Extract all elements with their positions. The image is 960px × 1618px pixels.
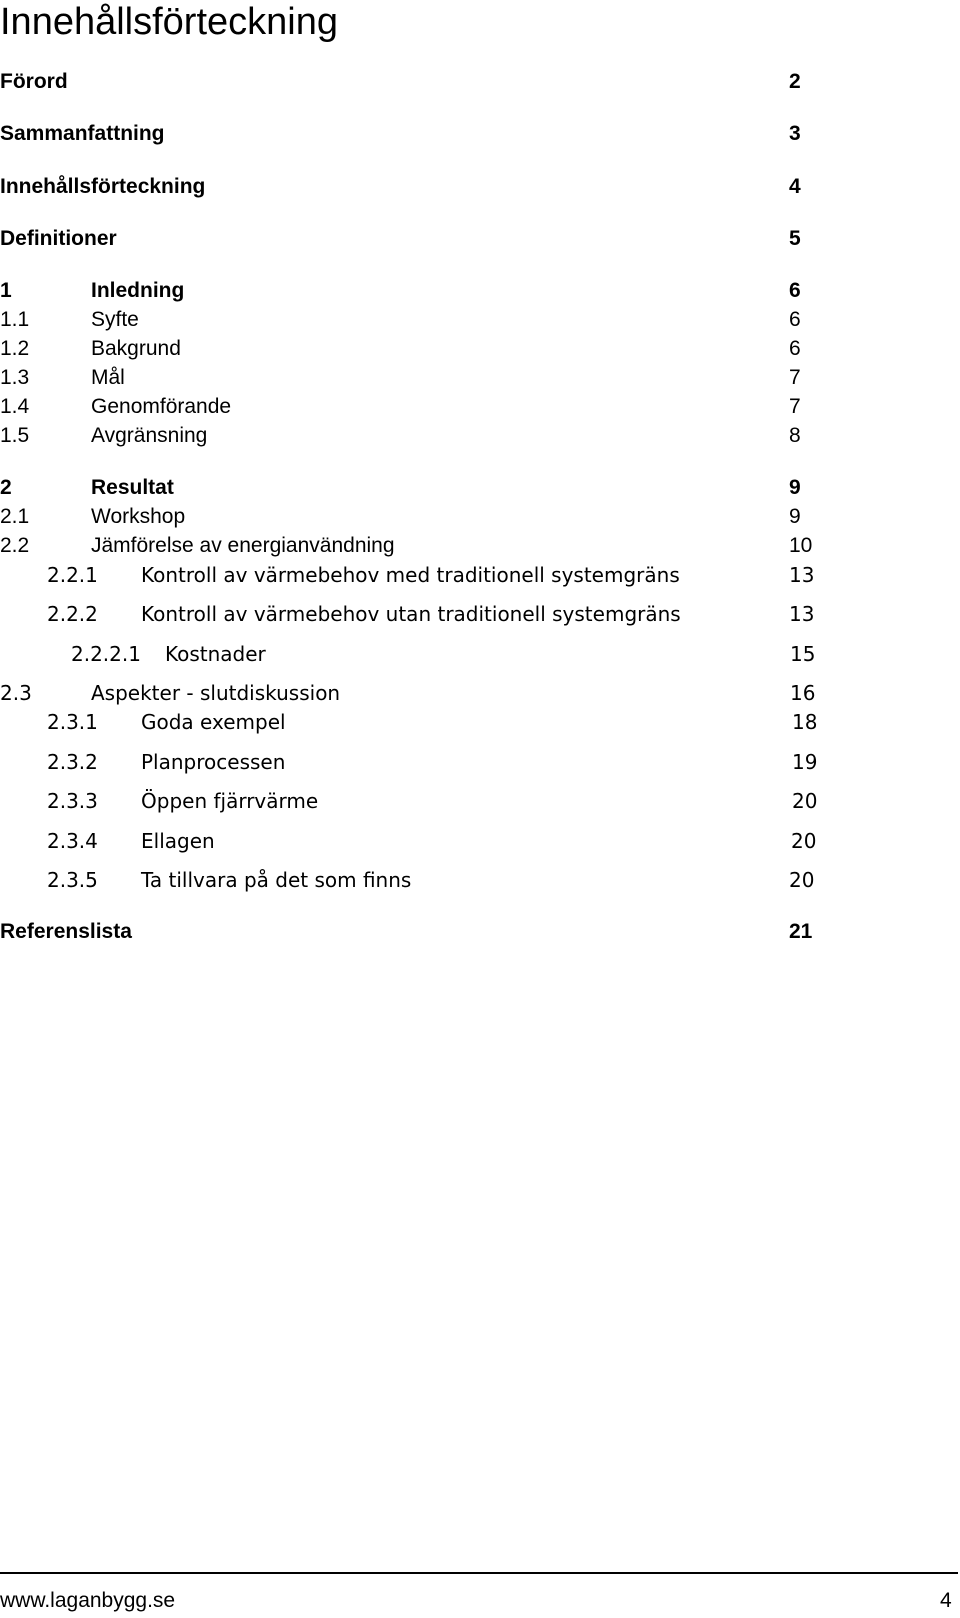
toc-entry-2-3-5[interactable] xyxy=(0,865,960,895)
toc-entry-text: Sammanfattning xyxy=(0,122,165,145)
toc-entry-text: Resultat xyxy=(91,476,174,499)
toc-entry-number: 2.2 xyxy=(0,534,30,557)
toc-entry-number: 1.1 xyxy=(0,308,30,331)
toc-entry-text: Referenslista xyxy=(0,920,132,943)
toc-entry-definitioner[interactable] xyxy=(0,224,960,254)
toc-entry-text: Öppen fjärrvärme xyxy=(141,789,319,813)
toc-entry-2-3-1[interactable] xyxy=(0,707,960,737)
toc-entry-innehallsforteckning[interactable] xyxy=(0,172,960,202)
toc-entry-page: 5 xyxy=(789,227,801,250)
toc-entry-2-3-2[interactable] xyxy=(0,747,960,777)
toc-entry-text: Mål xyxy=(91,366,125,389)
toc-entry-text: Innehållsförteckning xyxy=(0,175,206,198)
toc-entry-2-2-2[interactable] xyxy=(0,599,960,629)
toc-entry-number: 1 xyxy=(0,279,12,302)
toc-entry-text: Jämförelse av energianvändning xyxy=(91,534,395,557)
toc-entry-2-3-4[interactable] xyxy=(0,826,960,856)
toc-entry-page: 19 xyxy=(792,750,818,774)
toc-entry-text: Workshop xyxy=(91,505,186,528)
toc-entry-number: 2.3.4 xyxy=(47,829,98,853)
footer-divider xyxy=(0,1572,958,1574)
toc-entry-2-3-3[interactable] xyxy=(0,786,960,816)
toc-entry-page: 9 xyxy=(789,476,801,499)
toc-entry-number: 2.2.1 xyxy=(47,563,98,587)
toc-entry-number: 2.3 xyxy=(0,681,32,705)
toc-entry-page: 6 xyxy=(789,308,801,331)
toc-entry-chapter-1[interactable] xyxy=(0,276,960,306)
toc-entry-page: 20 xyxy=(789,868,815,892)
toc-entry-number: 2.3.2 xyxy=(47,750,98,774)
toc-entry-forord[interactable] xyxy=(0,67,960,97)
toc-entry-number: 1.4 xyxy=(0,395,30,418)
toc-entry-2-3[interactable] xyxy=(0,678,960,708)
toc-entry-number: 2.3.5 xyxy=(47,868,98,892)
toc-entry-page: 15 xyxy=(790,642,816,666)
toc-entry-2-2[interactable] xyxy=(0,531,960,561)
toc-entry-page: 21 xyxy=(789,920,813,943)
toc-entry-page: 20 xyxy=(792,789,818,813)
toc-entry-number: 2.3.3 xyxy=(47,789,98,813)
toc-entry-text: Avgränsning xyxy=(91,424,208,447)
toc-entry-text: Genomförande xyxy=(91,395,232,418)
toc-entry-text: Definitioner xyxy=(0,227,117,250)
toc-entry-number: 2.1 xyxy=(0,505,30,528)
toc-entry-number: 1.2 xyxy=(0,337,30,360)
toc-entry-text: Bakgrund xyxy=(91,337,181,360)
toc-entry-number: 2.2.2.1 xyxy=(71,642,141,666)
toc-entry-page: 18 xyxy=(792,710,818,734)
toc-entry-page: 3 xyxy=(789,122,801,145)
toc-entry-text: Planprocessen xyxy=(141,750,286,774)
toc-entry-page: 6 xyxy=(789,337,801,360)
toc-entry-number: 1.3 xyxy=(0,366,30,389)
toc-entry-referenslista[interactable] xyxy=(0,917,960,947)
toc-entry-text: Goda exempel xyxy=(141,710,286,734)
toc-entry-page: 16 xyxy=(790,681,816,705)
toc-entry-page: 13 xyxy=(789,563,815,587)
toc-entry-2-1[interactable] xyxy=(0,502,960,532)
toc-entry-text: Förord xyxy=(0,70,68,93)
toc-entry-number: 2 xyxy=(0,476,12,499)
toc-entry-2-2-1[interactable] xyxy=(0,560,960,590)
toc-entry-number: 1.5 xyxy=(0,424,30,447)
toc-entry-page: 10 xyxy=(789,534,813,557)
toc-entry-text: Kostnader xyxy=(165,642,266,666)
toc-entry-page: 13 xyxy=(789,602,815,626)
footer-website: www.laganbygg.se xyxy=(0,1589,176,1612)
toc-entry-1-5[interactable] xyxy=(0,421,960,451)
toc-entry-page: 20 xyxy=(791,829,817,853)
toc-entry-sammanfattning[interactable] xyxy=(0,119,960,149)
toc-entry-chapter-2[interactable] xyxy=(0,473,960,503)
toc-entry-text: Syfte xyxy=(91,308,139,331)
footer-page-number: 4 xyxy=(940,1589,952,1612)
toc-entry-text: Ellagen xyxy=(141,829,215,853)
toc-entry-page: 6 xyxy=(789,279,801,302)
toc-entry-text: Aspekter - slutdiskussion xyxy=(91,681,341,705)
toc-entry-number: 2.2.2 xyxy=(47,602,98,626)
toc-entry-1-1[interactable] xyxy=(0,305,960,335)
toc-entry-1-4[interactable] xyxy=(0,392,960,422)
toc-entry-page: 8 xyxy=(789,424,801,447)
toc-entry-text: Inledning xyxy=(91,279,185,302)
page-title: Innehållsförteckning xyxy=(0,1,338,43)
toc-entry-1-3[interactable] xyxy=(0,363,960,393)
toc-entry-number: 2.3.1 xyxy=(47,710,98,734)
toc-entry-text: Kontroll av värmebehov med traditionell systemgräns xyxy=(141,563,680,587)
toc-entry-text: Kontroll av värmebehov utan traditionell systemgräns xyxy=(141,602,681,626)
toc-entry-1-2[interactable] xyxy=(0,334,960,364)
toc-entry-text: Ta tillvara på det som finns xyxy=(141,868,412,892)
toc-entry-2-2-2-1[interactable] xyxy=(0,639,960,669)
toc-entry-page: 9 xyxy=(789,505,801,528)
toc-entry-page: 7 xyxy=(789,395,801,418)
toc-entry-page: 7 xyxy=(789,366,801,389)
toc-entry-page: 2 xyxy=(789,70,801,93)
toc-entry-page: 4 xyxy=(789,175,801,198)
